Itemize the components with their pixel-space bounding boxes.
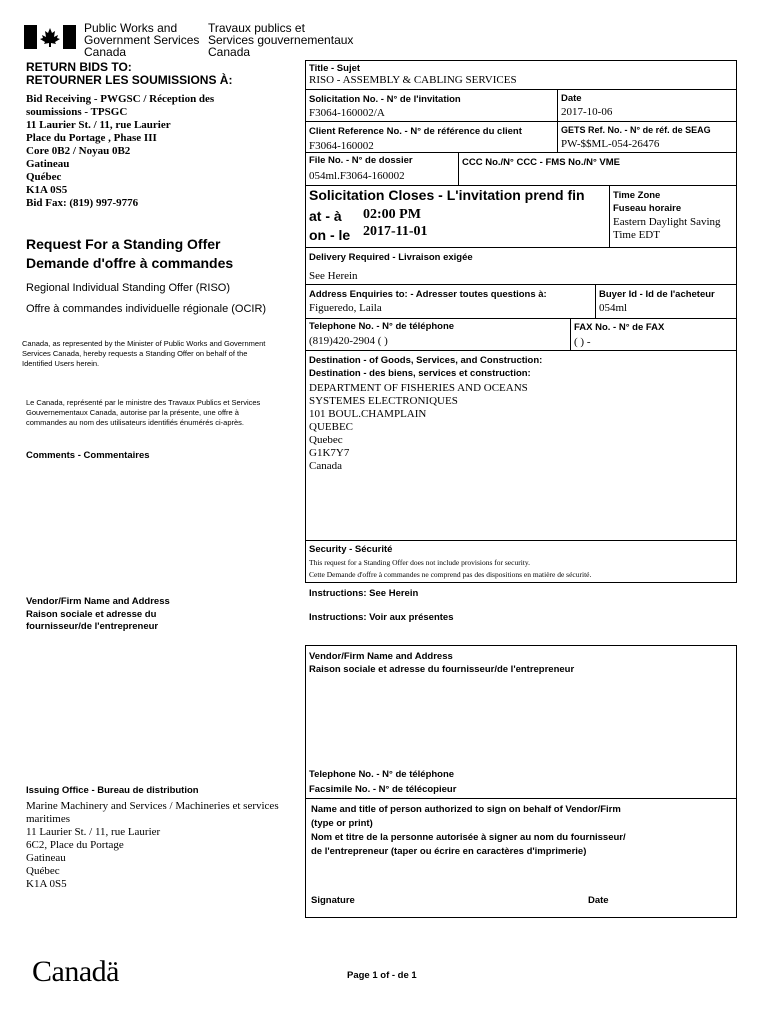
- riso-en: Regional Individual Standing Offer (RISO): [26, 282, 231, 294]
- instructions-fr: Instructions: Voir aux présentes: [309, 612, 454, 623]
- delivery-label: Delivery Required - Livraison exigée: [309, 252, 473, 263]
- file-no-value: 054ml.F3064-160002: [309, 170, 405, 182]
- date-value: 2017-10-06: [561, 106, 613, 118]
- instructions-en: Instructions: See Herein: [309, 588, 419, 599]
- closes-label: Solicitation Closes - L'invitation prend fin: [309, 187, 585, 203]
- buyer-id-value: 054ml: [599, 302, 628, 314]
- gets-label: GETS Ref. No. - N° de réf. de SEAG: [561, 125, 711, 135]
- fax-label: FAX No. - N° de FAX: [574, 322, 665, 333]
- issuing-office-address: Marine Machinery and Services / Machineries et services maritimes 11 Laurier St. / 11, rue Laurier 6C2, Place du Portage Gatineau Québec K1A 0S5: [26, 800, 279, 890]
- page-number: Page 1 of - de 1: [347, 970, 417, 981]
- destination-label: Destination - of Goods, Services, and Construction: Destination - des biens, services et construction:: [309, 355, 543, 379]
- delivery-value: See Herein: [309, 270, 358, 282]
- request-title: Request For a Standing Offer Demande d'offre à commandes: [26, 236, 234, 271]
- vendor-label-right: Vendor/Firm Name and Address Raison sociale et adresse du fournisseur/de l'entrepreneur: [309, 651, 575, 675]
- security-label: Security - Sécurité: [309, 544, 393, 555]
- vendor-telephone-label: Telephone No. - N° de téléphone: [309, 769, 455, 780]
- buyer-id-label: Buyer Id - Id de l'acheteur: [599, 289, 715, 300]
- vendor-fax-label: Facsimile No. - N° de télécopieur: [309, 784, 457, 795]
- canada-flag-icon: [24, 25, 76, 49]
- signature-label: Signature: [311, 895, 355, 906]
- dept-name-en: Public Works and Government Services Canada: [84, 21, 200, 59]
- request-paragraph-fr: Le Canada, représenté par le ministre des Travaux Publics et Services Gouvernementaux Canada, autorise par la présente, une offre à commandes au nom des utilisateurs identifiés énumérés ci-après.: [26, 398, 261, 427]
- enquiries-label: Address Enquiries to: - Adresser toutes questions à:: [309, 289, 547, 300]
- solicitation-value: F3064-160002/A: [309, 107, 385, 119]
- ccc-label: CCC No./N° CCC - FMS No./N° VME: [462, 157, 621, 168]
- enquiries-value: Figueredo, Laila: [309, 302, 382, 314]
- vendor-label-left: Vendor/Firm Name and Address Raison sociale et adresse du fournisseur/de l'entrepreneur: [26, 596, 170, 632]
- date-label: Date: [561, 93, 582, 104]
- gets-value: PW-$$ML-054-26476: [561, 138, 660, 150]
- client-ref-label: Client Reference No. - N° de référence du client: [309, 126, 522, 137]
- on-label: on - le: [309, 227, 351, 243]
- signature-date-label: Date: [588, 895, 609, 906]
- vendor-box: [305, 645, 737, 918]
- issuing-office-label: Issuing Office - Bureau de distribution: [26, 785, 199, 796]
- destination-address: DEPARTMENT OF FISHERIES AND OCEANS SYSTEMES ELECTRONIQUES 101 BOUL.CHAMPLAIN QUEBEC Quebec G1K7Y7 Canada: [309, 382, 528, 472]
- at-label: at - à: [309, 208, 342, 224]
- fax-value: ( ) -: [574, 336, 591, 348]
- close-time: 02:00 PM: [363, 207, 421, 222]
- dept-name-fr: Travaux publics et Services gouvernementaux Canada: [208, 21, 354, 59]
- client-ref-value: F3064-160002: [309, 140, 374, 152]
- canada-wordmark: Canadä: [32, 955, 119, 988]
- telephone-label: Telephone No. - N° de téléphone: [309, 321, 455, 332]
- time-zone-value: Eastern Daylight Saving Time EDT: [613, 216, 721, 241]
- return-bids-title: RETURN BIDS TO: RETOURNER LES SOUMISSIONS À:: [26, 60, 233, 87]
- riso-fr: Offre à commandes individuelle régionale (OCIR): [26, 303, 267, 315]
- telephone-value: (819)420-2904 ( ): [309, 335, 388, 347]
- security-text-en: This request for a Standing Offer does not include provisions for security.: [309, 558, 530, 567]
- file-no-label: File No. - N° de dossier: [309, 155, 413, 166]
- return-address: Bid Receiving - PWGSC / Réception des soumissions - TPSGC 11 Laurier St. / 11, rue Laurier Place du Portage , Phase III Core 0B2 / Noyau 0B2 Gatineau Québec K1A 0S5 Bid Fax: (819) 997-9776: [26, 93, 215, 209]
- solicitation-label: Solicitation No. - N° de l'invitation: [309, 94, 461, 105]
- time-zone-label: Time Zone Fuseau horaire: [613, 190, 682, 214]
- title-value: RISO - ASSEMBLY & CABLING SERVICES: [309, 74, 517, 86]
- title-label: Title - Sujet: [309, 63, 361, 74]
- security-text-fr: Cette Demande d'offre à commandes ne comprend pas des dispositions en matière de sécurité.: [309, 570, 592, 579]
- comments-label: Comments - Commentaires: [26, 450, 150, 461]
- request-paragraph-en: Canada, as represented by the Minister of Public Works and Government Services Canada, hereby requests a Standing Offer on behalf of the Identified Users herein.: [22, 339, 266, 368]
- authorized-person-label: Name and title of person authorized to sign on behalf of Vendor/Firm (type or print) Nom et titre de la personne autorisée à signer au nom du fournisseur/ de l'entrepreneur (taper ou écrire en caractères d'imprimerie): [311, 804, 626, 857]
- close-date: 2017-11-01: [363, 224, 428, 239]
